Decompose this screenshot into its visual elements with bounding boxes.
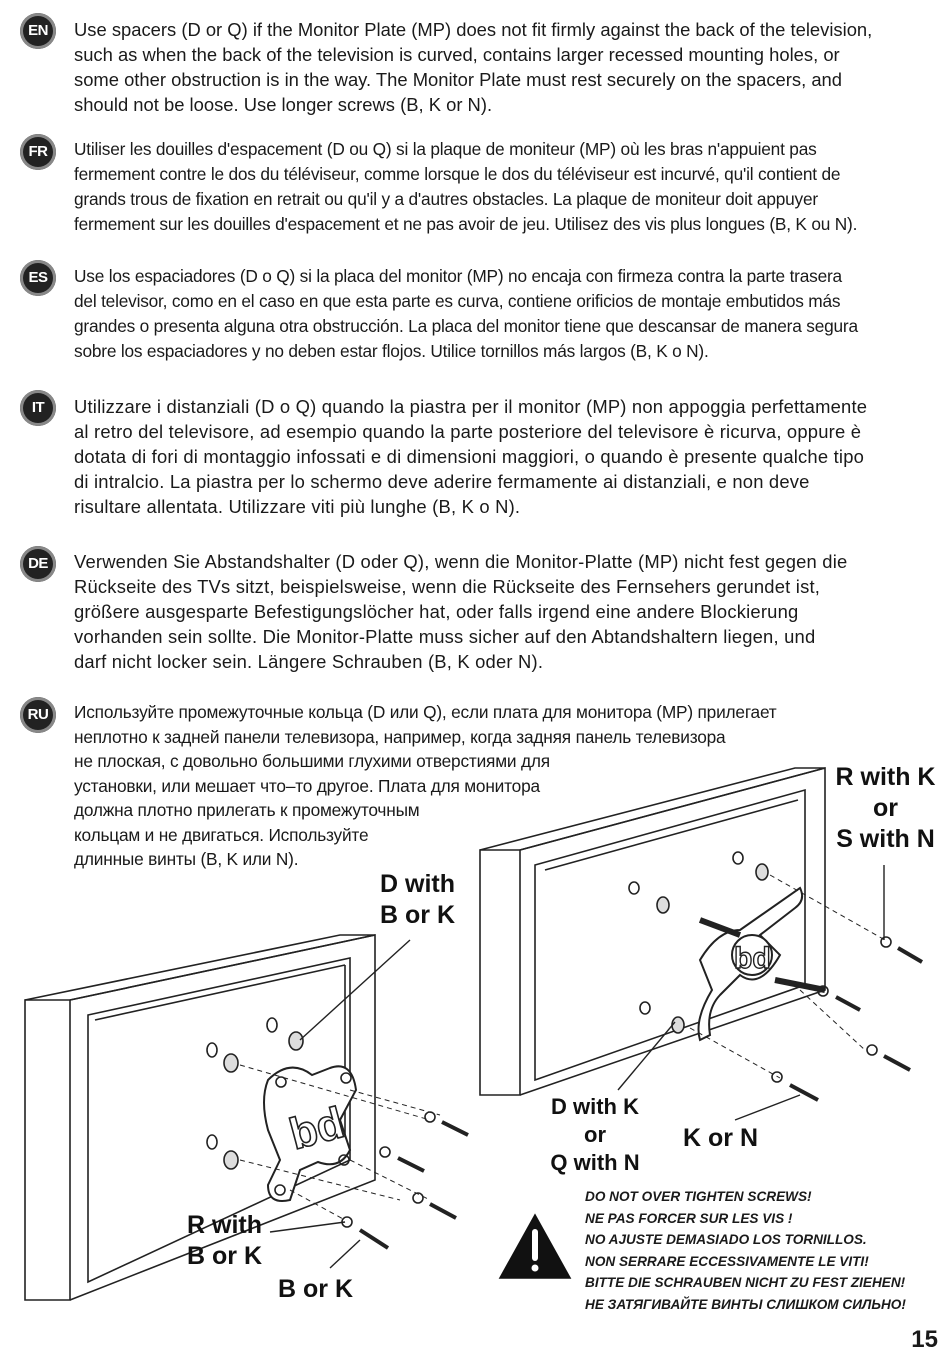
- warning-icon: [500, 1215, 570, 1278]
- it-flag-icon: IT: [31, 399, 45, 416]
- section-ru-text: Используйте промежуточные кольца (D или Q), если плата для монитора (MP) прилегает неплотно к задней панели телевизора, например, когда задняя панель телевизора не плоская, с довольно большими глухими отверстиями для установки, или мешает что–то другое. Плата для монитора должна плотно прилегать к промежуточным кольцам и не двигаться. Используйте длинные винты (B, K или N).: [74, 702, 777, 869]
- warning-en: DO NOT OVER TIGHTEN SCREWS!: [585, 1189, 812, 1204]
- svg-text:bd: bd: [284, 1098, 350, 1160]
- warning-de: BITTE DIE SCHRAUBEN NICHT ZU FEST ZIEHEN!: [585, 1275, 906, 1290]
- callout-r-with-k: R with K or S with N: [835, 763, 936, 853]
- callout-b-or-k: B or K: [278, 1275, 353, 1303]
- en-flag-icon: EN: [28, 22, 48, 39]
- section-it-text: Utilizzare i distanziali (D o Q) quando la piastra per il monitor (MP) non appoggia perfettamente al retro del televisore, ad esempio quando la parte posteriore del televisore è ricurva, oppure è dotata di fori di montaggio infossati e di dimensioni maggiori, o quando è presente qualche tipo di intralcio. La piastra per lo schermo deve aderire fermamente ai distanziali, e non deve risultare allentata. Utilizzare viti più lunghe (B, K o N).: [74, 396, 868, 517]
- warning-it: NON SERRARE ECCESSIVAMENTE LE VITI!: [585, 1253, 869, 1269]
- de-flag-icon: DE: [28, 555, 48, 572]
- section-es-text: Use los espaciadores (D o Q) si la placa del monitor (MP) no encaja con firmeza contra la parte trasera del televisor, como en el caso en que esta parte es curva, contiene orificios de montaje embutidos más grandes o presenta alguna otra obstrucción. La placa del monitor tiene que descansar de manera segura sobre los espaciadores y no deben estar flojos. Utilice tornillos más largos (B, K o N).: [74, 266, 858, 361]
- section-fr-text: Utiliser les douilles d'espacement (D ou Q) si la plaque de moniteur (MP) où les bras n'appuient pas fermement contre le dos du téléviseur, comme lorsque le dos du téléviseur est incurvé, qu'il contient de grands trous de fixation en retrait ou qu'il y a d'autres obstacles. La plaque de moniteur doit appuyer fermement sur les douilles d'espacement et ne pas avoir de jeu. Utilisez des vis plus longues (B, K ou N).: [74, 139, 858, 234]
- callout-d-with-b: D with B or K: [380, 870, 455, 929]
- callout-k-or-n: K or N: [683, 1124, 758, 1152]
- callout-d-with-k: D with K or Q with N: [550, 1094, 640, 1175]
- warning-es: NO AJUSTE DEMASIADO LOS TORNILLOS.: [585, 1232, 867, 1247]
- page-number: 15: [911, 1326, 938, 1353]
- section-de-text: Verwenden Sie Abstandshalter (D oder Q), wenn die Monitor-Platte (MP) nicht fest gegen die Rückseite des TVs sitzt, beispielsweise, wenn die Rückseite des Fernsehers gerundet ist, größere ausgesparte Befestigungslöcher hat, oder falls irgend eine andere Blockierung vorhanden sein sollte. Die Monitor-Platte muss sicher auf den Abtandshaltern liegen, und darf nicht locker sein. Längere Schrauben (B, K oder N).: [74, 551, 848, 672]
- section-en-text: Use spacers (D or Q) if the Monitor Plate (MP) does not fit firmly against the back of the television, such as when the back of the television is curved, contains larger recessed mounting holes, or some other obstruction is in the way. The Monitor Plate must rest securely on the spacers, and should not be loose. Use longer screws (B, K or N).: [74, 19, 873, 115]
- callout-r-with-b: R with B or K: [187, 1211, 262, 1270]
- warning-list: [585, 1186, 906, 1315]
- svg-text:bd: bd: [734, 942, 771, 975]
- fr-flag-icon: FR: [28, 143, 48, 160]
- warning-ru: НЕ ЗАТЯГИВАЙТЕ ВИНТЫ СЛИШКОМ СИЛЬНО!: [585, 1296, 906, 1312]
- warning-fr: NE PAS FORCER SUR LES VIS !: [585, 1210, 793, 1226]
- es-flag-icon: ES: [28, 269, 48, 286]
- ru-flag-icon: RU: [27, 706, 49, 723]
